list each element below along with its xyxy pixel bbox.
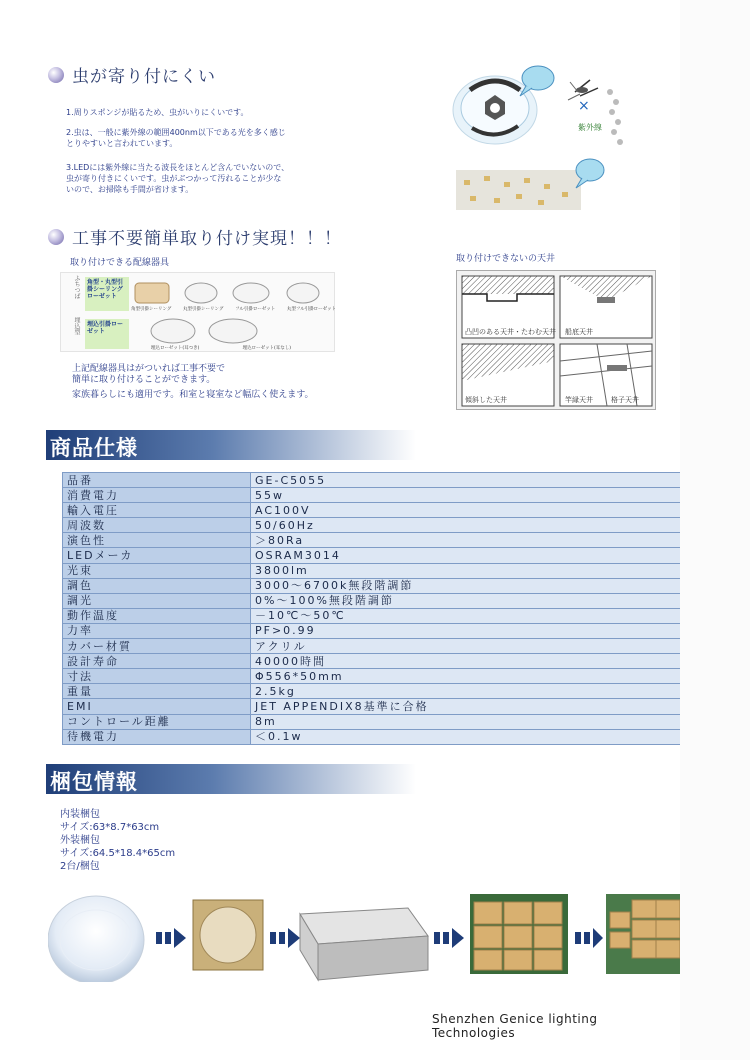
spec-key: EMI (63, 699, 251, 714)
spec-row (63, 533, 682, 548)
outer-pack-size: サイズ:64.5*18.4*65cm (60, 848, 176, 859)
spec-value: ＜0.1w (251, 729, 682, 744)
spec-value: AC100V (251, 503, 682, 518)
ceiling-label: 傾斜した天井 (465, 396, 507, 404)
spec-row (63, 729, 682, 744)
section1-point3-line2: 虫が寄り付きにくいです。虫がぶつかって汚れることが少な (66, 174, 282, 183)
spec-table (62, 472, 682, 745)
ceiling-label: 竿縁天井 (565, 396, 593, 404)
spec-key: 動作温度 (63, 608, 251, 623)
right-margin (680, 0, 750, 1060)
spec-value: 50/60Hz (251, 518, 682, 533)
fixture-label: フル引掛ローゼット (235, 307, 276, 312)
spec-value: OSRAM3014 (251, 548, 682, 563)
spec-value: 40000時間 (251, 654, 682, 669)
spec-row (63, 684, 682, 699)
spec-key: 調色 (63, 578, 251, 593)
row2-item-labels (151, 345, 291, 351)
spec-key: 重量 (63, 684, 251, 699)
spec-row (63, 548, 682, 563)
ceiling-label: 凸凹のある天井・たわむ天井 (465, 328, 556, 336)
row1-tag: 角型・丸型引掛シーリングローゼット (85, 277, 129, 311)
spec-row (63, 488, 682, 503)
spec-key: コントロール距離 (63, 714, 251, 729)
inner-pack-size: サイズ:63*8.7*63cm (60, 822, 160, 833)
row1-side-label: ふちつば (73, 275, 80, 299)
row2-tag: 埋込引掛ローゼット (85, 319, 129, 349)
mosquito-icon (568, 80, 598, 100)
spec-row (63, 608, 682, 623)
incompatible-title: 取り付けできないの天井 (456, 254, 556, 264)
spec-key: LEDメーカ (63, 548, 251, 563)
spec-value: 8m (251, 714, 682, 729)
spec-value: JET APPENDIX8基準に合格 (251, 699, 682, 714)
spec-value: GE-C5055 (251, 473, 682, 488)
spec-value: 3800lm (251, 563, 682, 578)
spec-key: 消費電力 (63, 488, 251, 503)
spec-value: PF>0.99 (251, 623, 682, 638)
section1-point3-line3: いので、お掃除も手間が省けます。 (66, 185, 194, 194)
spec-value: －10℃～50℃ (251, 608, 682, 623)
spec-row (63, 563, 682, 578)
spec-value: 3000～6700k無段階調節 (251, 578, 682, 593)
note-line1: 上記配線器具はがついれば工事不要で (72, 364, 226, 374)
section1-point1: 1.周りスポンジが貼るため、虫がいりにくいです。 (66, 108, 249, 117)
section1-point2-line2: とりやすいと言われています。 (66, 139, 178, 148)
spec-key: 力率 (63, 623, 251, 638)
spec-key: 周波数 (63, 518, 251, 533)
spec-row (63, 473, 682, 488)
spec-row (63, 623, 682, 638)
fixture-label: 丸型引掛シーリング (183, 307, 224, 312)
insect-illustration (450, 62, 640, 212)
spec-value: 0%～100%無段階調節 (251, 593, 682, 608)
uv-label: 紫外線 (578, 123, 602, 132)
spec-row (63, 593, 682, 608)
svg-text:×: × (578, 98, 590, 114)
row2-side-label: 埋込型 (73, 317, 80, 335)
bullet-icon (48, 67, 64, 83)
spec-key: 演色性 (63, 533, 251, 548)
fixture-label: 埋込ローゼット(耳つき) (151, 346, 200, 351)
note-line2: 簡単に取り付けることができます。 (72, 375, 216, 385)
ceiling-label: 船底天井 (565, 328, 593, 336)
spec-key: カバー材質 (63, 639, 251, 654)
section1-point2-line1: 2.虫は、一般に紫外線の範囲400nm以下である光を多く感じ (66, 128, 286, 137)
spec-row (63, 503, 682, 518)
spec-key: 待機電力 (63, 729, 251, 744)
arrow-icon (434, 928, 464, 948)
compatible-title: 取り付けできる配線器具 (70, 258, 170, 268)
spec-value: 55w (251, 488, 682, 503)
packing-banner: 梱包情報 (46, 764, 416, 794)
spec-value: ＞80Ra (251, 533, 682, 548)
spec-row (63, 699, 682, 714)
spec-banner: 商品仕様 (46, 430, 416, 460)
inner-pack-title: 内装梱包 (60, 809, 100, 820)
row1-item-labels (131, 306, 336, 312)
arrow-icon (270, 928, 300, 948)
spec-key: 寸法 (63, 669, 251, 684)
note-line3: 家族暮らしにも適用です。和室と寝室など幅広く使えます。 (72, 390, 314, 400)
spec-key: 光束 (63, 563, 251, 578)
packing-sequence (48, 892, 680, 982)
fixture-label: 角型引掛シーリング (131, 307, 172, 312)
section2-heading: 工事不要簡単取り付け実現！！！ (48, 224, 342, 249)
spec-value: 2.5kg (251, 684, 682, 699)
spec-row (63, 518, 682, 533)
arrow-icon (575, 928, 603, 948)
spec-key: 品番 (63, 473, 251, 488)
incompatible-ceilings-panel (456, 270, 656, 410)
fixture-label: 埋込ローゼット(耳なし) (242, 346, 291, 351)
spec-row (63, 639, 682, 654)
spec-row (63, 714, 682, 729)
footer-company: Shenzhen Genice lighting Technologies (432, 1012, 598, 1040)
ceiling-label: 格子天井 (611, 396, 639, 404)
spec-key: 輸入電圧 (63, 503, 251, 518)
units-per-pack: 2台/梱包 (60, 861, 100, 872)
compatible-fixtures-panel (60, 272, 335, 352)
arrow-icon (156, 928, 186, 948)
section1-heading: 虫が寄り付にくい (48, 62, 216, 87)
spec-key: 設計寿命 (63, 654, 251, 669)
spec-value: アクリル (251, 639, 682, 654)
spec-row (63, 669, 682, 684)
spec-row (63, 654, 682, 669)
ceiling-diagrams (457, 271, 657, 411)
fixture-icons (133, 277, 333, 349)
spec-key: 調光 (63, 593, 251, 608)
section1-point3-line1: 3.LEDには紫外線に当たる波長をほとんど含んでいないので、 (66, 163, 290, 172)
bullet-icon (48, 229, 64, 245)
outer-pack-title: 外装梱包 (60, 835, 100, 846)
fixture-label: 丸型フル引掛ローゼット (286, 307, 336, 312)
spec-row (63, 578, 682, 593)
spec-value: Φ556*50mm (251, 669, 682, 684)
